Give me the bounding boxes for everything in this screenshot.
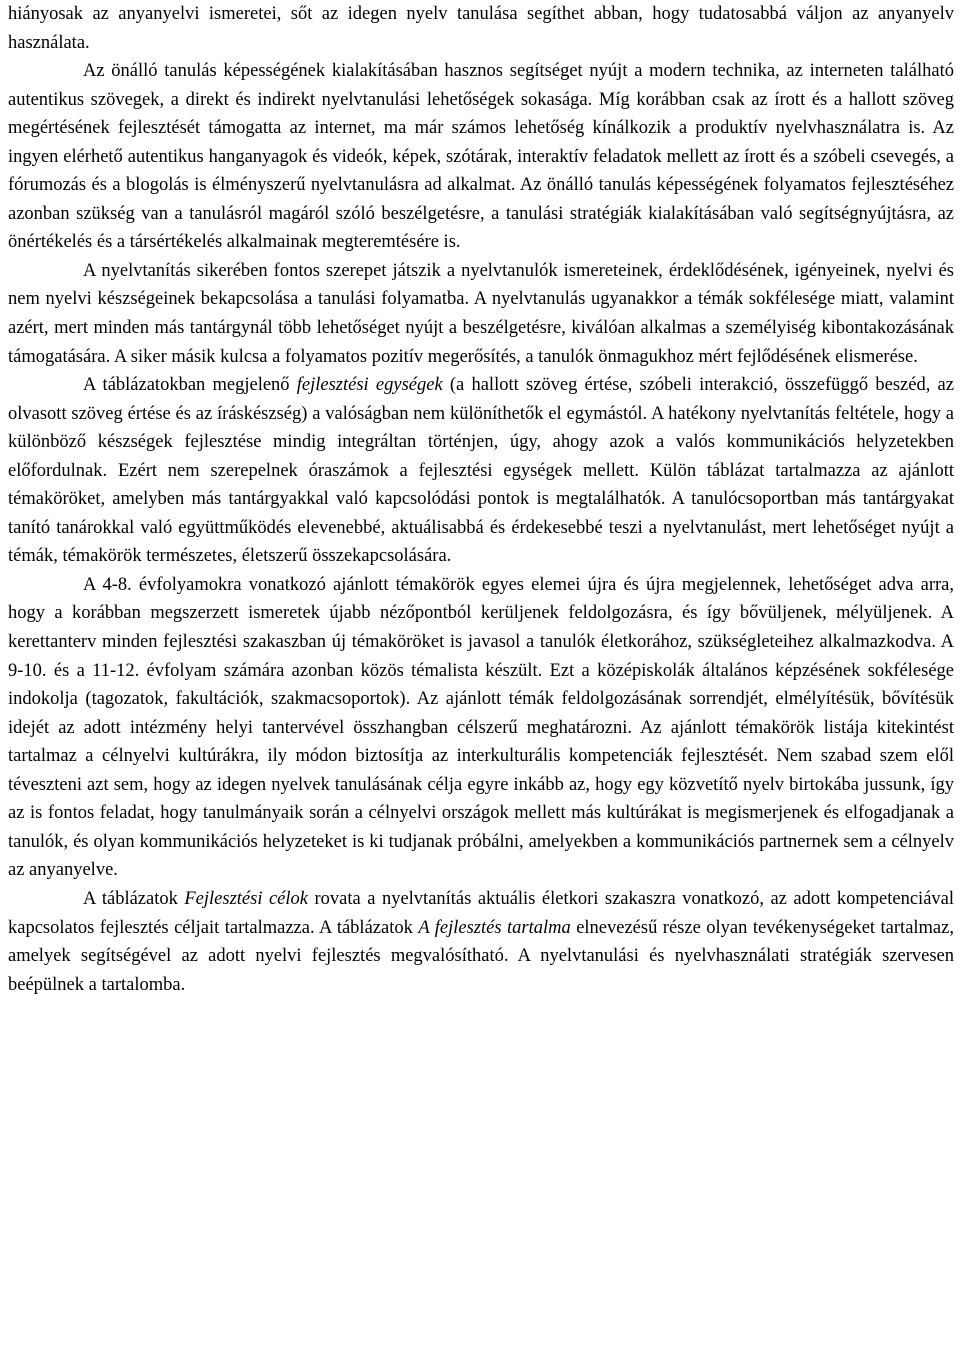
paragraph-3 (8, 257, 954, 371)
paragraph-2 (8, 57, 954, 257)
paragraph-5 (8, 571, 954, 885)
document-page (8, 0, 954, 999)
paragraph-text: A táblázatok (83, 888, 185, 909)
paragraph-text: A táblázatokban megjelenő (83, 375, 297, 396)
paragraph-1 (8, 0, 954, 57)
paragraph-text: Az önálló tanulás képességének kialakításában hasznos segítséget nyújt a modern technika, az interneten található autentikus szövegek, a direkt és indirekt nyelvtanulási lehetőségek sokasága. Míg korábban csak az írott és a hallott szöveg megértésének fejlesztését támogatta az internet, ma már számos lehetőség kínálkozik a produktív nyelvhasználatra is. Az ingyen elérhető autentikus hanganyagok és videók, képek, szótárak, interaktív feladatok mellett az írott és a szóbeli csevegés, a fórumozás és a blogolás is élményszerű nyelvtanulásra ad alkalmat. Az önálló tanulás képességének folyamatos fejlesztéséhez azonban szükség van a tanulásról magáról szóló beszélgetésre, a tanulási stratégiák kialakításában való segítségnyújtásra, az önértékelés és a társértékelés alkalmainak megteremtésére is. (8, 61, 954, 253)
paragraph-text: elnevezésű része olyan tevékenységeket tartalmaz, amelyek segítségével az adott nyelvi fejlesztés megvalósítható. A nyelvtanulási és nyelvhasználati stratégiák szervesen beépülnek a tartalomba. (8, 917, 954, 995)
italic-term: fejlesztési egységek (296, 375, 443, 396)
italic-term: Fejlesztési célok (184, 888, 308, 909)
paragraph-4 (8, 371, 954, 571)
paragraph-text: rovata a nyelvtanítás aktuális életkori szakaszra vonatkozó, az adott kompetenciával kapcsolatos fejlesztés céljait tartalmazza. A táblázatok (8, 888, 955, 938)
italic-term: A fejlesztés tartalma (418, 917, 571, 938)
paragraph-text: A 4-8. évfolyamokra vonatkozó ajánlott témakörök egyes elemei újra és újra megjelennek, lehetőséget adva arra, hogy a korábban megszerzett ismeretek újabb nézőpontból kerüljenek feldolgozásra, és így bővüljenek, mélyüljenek. A kerettanterv minden fejlesztési szakaszban új témaköröket is javasol a tanulók életkorához, szükségleteihez alkalmazkodva. A 9-10. és a 11-12. évfolyam számára azonban közös témalista készült. Ezt a középiskolák általános képzésének sokfélesége indokolja (tagozatok, fakultációk, szakmacsoportok). Az ajánlott témák feldolgozásának sorrendjét, elmélyítésük, bővítésük idejét az adott intézmény helyi tantervével összhangban célszerű meghatározni. Az ajánlott témakörök listája kitekintést tartalmaz a célnyelvi kultúrákra, ily módon biztosítja az interkulturális kompetenciák fejlesztését. Nem szabad szem elől téveszteni azt sem, hogy az idegen nyelvek tanulásának célja egyre inkább az, hogy egy közvetítő nyelv birtokába jussunk, így az is fontos feladat, hogy tanulmányaik során a célnyelvi országok mellett más kultúrákat is megismerjenek és elfogadjanak a tanulók, és olyan kommunikációs helyzeteket is ki tudjanak próbálni, amelyekben a kommunikációs partnernek sem a célnyelv az anyanyelve. (8, 574, 954, 881)
paragraph-6 (8, 885, 954, 999)
paragraph-text: (a hallott szöveg értése, szóbeli interakció, összefüggő beszéd, az olvasott szöveg értése és az íráskészség) a valóságban nem különíthetők el egymástól. A hatékony nyelvtanítás feltétele, hogy a különböző készségek fejlesztése mindig integráltan történjen, úgy, ahogy azok a valós kommunikációs helyzetekben előfordulnak. Ezért nem szerepelnek óraszámok a fejlesztési egységek mellett. Külön táblázat tartalmazza az ajánlott témaköröket, amelyben más tantárgyakkal való kapcsolódási pontok is megtalálhatók. A tanulócsoportban más tantárgyakat tanító tanárokkal való együttműködés elevenebbé, aktuálisabbá és érdekesebbé teszi a nyelvtanulást, mert lehetőséget nyújt a témák, témakörök természetes, életszerű összekapcsolására. (8, 375, 954, 567)
paragraph-text: A nyelvtanítás sikerében fontos szerepet játszik a nyelvtanulók ismereteinek, érdeklődésének, igényeinek, nyelvi és nem nyelvi készségeinek bekapcsolása a tanulási folyamatba. A nyelvtanulás ugyanakkor a témák sokfélesége miatt, valamint azért, mert minden más tantárgynál több lehetőséget nyújt a beszélgetésre, kiválóan alkalmas a személyiség kibontakozásának támogatására. A siker másik kulcsa a folyamatos pozitív megerősítés, a tanulók önmagukhoz mért fejlődésének elismerése. (8, 260, 954, 367)
paragraph-text: hiányosak az anyanyelvi ismeretei, sőt az idegen nyelv tanulása segíthet abban, hogy tudatosabbá váljon az anyanyelv használata. (8, 4, 954, 53)
